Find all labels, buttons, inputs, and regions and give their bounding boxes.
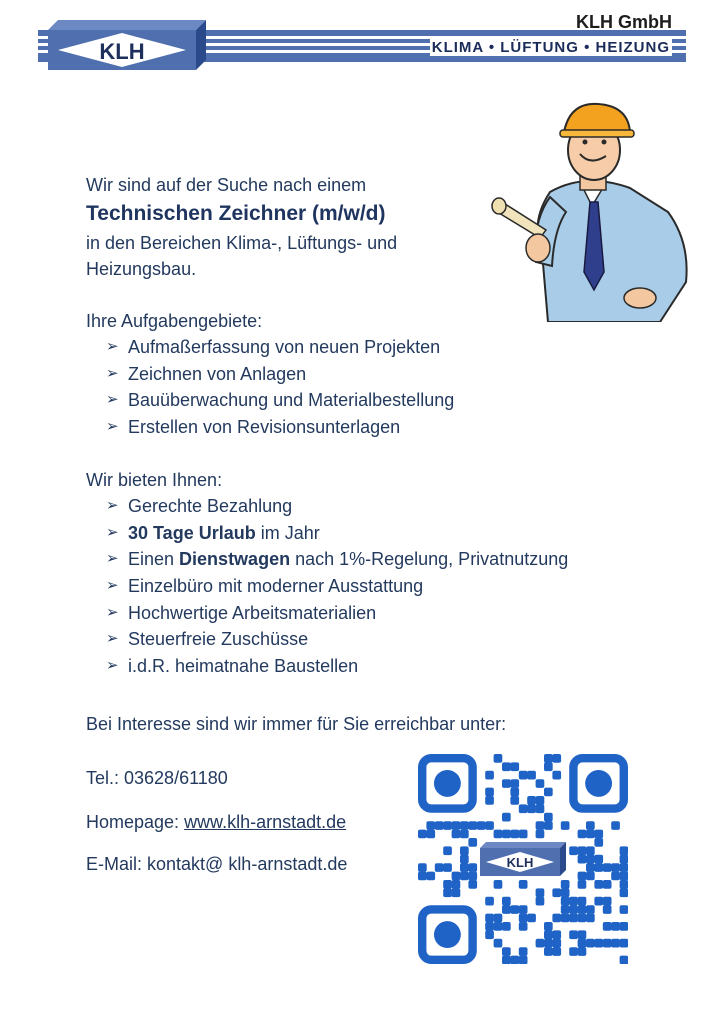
company-tagline: KLIMA • LÜFTUNG • HEIZUNG <box>431 39 670 56</box>
list-item: ➢ Aufmaßerfassung von neuen Projekten <box>106 334 646 361</box>
arrow-bullet-icon: ➢ <box>106 550 119 568</box>
qr-code-icon[interactable] <box>418 754 628 964</box>
arrow-bullet-icon: ➢ <box>106 630 119 648</box>
list-item: ➢ Zeichnen von Anlagen <box>106 361 646 388</box>
homepage-label: Homepage: <box>86 812 185 832</box>
offers-heading: Wir bieten Ihnen: <box>86 469 223 490</box>
qr-logo-text: KLH <box>506 855 534 870</box>
contact-homepage <box>86 812 346 833</box>
contact-email[interactable]: E-Mail: kontakt@ klh-arnstadt.de <box>86 854 348 874</box>
list-item: ➢ Gerechte Bezahlung <box>106 493 646 520</box>
intro-line-3: Heizungsbau. <box>86 259 197 279</box>
page-header <box>0 0 724 80</box>
arrow-bullet-icon: ➢ <box>106 657 119 675</box>
arrow-bullet-icon: ➢ <box>106 391 119 409</box>
klh-logo <box>48 18 206 70</box>
list-item: ➢ Erstellen von Revisionsunterlagen <box>106 414 646 441</box>
tasks-heading: Ihre Aufgabengebiete: <box>86 311 263 331</box>
tasks-list <box>106 334 646 441</box>
list-item: ➢ Hochwertige Arbeitsmaterialien <box>106 600 646 627</box>
arrow-bullet-icon: ➢ <box>106 603 119 621</box>
arrow-bullet-icon: ➢ <box>106 496 119 514</box>
list-item: ➢ Bauüberwachung und Materialbestellung <box>106 387 646 414</box>
intro-line-1: Wir sind auf der Suche nach einem <box>86 175 367 195</box>
homepage-link[interactable]: www.klh-arnstadt.de <box>184 812 347 832</box>
arrow-bullet-icon: ➢ <box>106 364 119 382</box>
list-item: ➢ i.d.R. heimatnahe Baustellen <box>106 653 646 680</box>
contact-phone[interactable]: Tel.: 03628/61180 <box>86 768 228 788</box>
arrow-bullet-icon: ➢ <box>106 418 119 436</box>
offers-section <box>86 467 646 680</box>
list-item: ➢ Steuerfreie Zuschüsse <box>106 626 646 653</box>
offers-list <box>106 493 646 680</box>
list-item: ➢ Einzelbüro mit moderner Ausstattung <box>106 573 646 600</box>
job-title: Technischen Zeichner (m/w/d) <box>86 202 386 225</box>
company-name: KLH GmbH <box>576 12 672 32</box>
main-content <box>86 172 646 680</box>
arrow-bullet-icon: ➢ <box>106 523 119 541</box>
arrow-bullet-icon: ➢ <box>106 576 119 594</box>
list-item: ➢ 30 Tage Urlaub im Jahr <box>106 520 646 547</box>
intro-line-2: in den Bereichen Klima-, Lüftungs- und <box>86 233 398 253</box>
arrow-bullet-icon: ➢ <box>106 338 119 355</box>
tasks-section <box>86 308 646 441</box>
logo-text: KLH <box>99 39 145 64</box>
list-item: ➢ Einen Dienstwagen nach 1%-Regelung, Privatnutzung <box>106 546 646 573</box>
contact-intro: Bei Interesse sind wir immer für Sie erreichbar unter: <box>86 714 507 734</box>
